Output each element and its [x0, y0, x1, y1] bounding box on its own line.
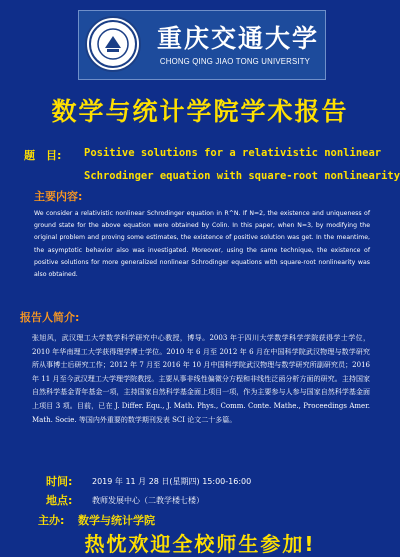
speaker-bio-label: 报告人简介: [20, 311, 80, 324]
topic-label: 题 目: [24, 149, 62, 162]
topic-title-line-1: Positive solutions for a relativistic nonlinear [84, 147, 382, 159]
topic-title-line-2: Schrodinger equation with square-root nonlinearity [84, 170, 400, 182]
welcome-message: 热忱欢迎全校师生参加! [84, 532, 316, 556]
page-title: 数学与统计学院学术报告 [51, 97, 349, 126]
university-name-cn: 重庆交通大学 [157, 24, 320, 53]
university-banner [78, 10, 326, 80]
abstract-label: 主要内容: [34, 190, 83, 203]
university-seal-icon [85, 16, 141, 72]
place-label: 地点: [46, 494, 73, 507]
abstract-text: We consider a relativistic nonlinear Schrodinger equation in R^N. If N=2, the existence and uniqueness of ground state for the above equation were obtained by Colin. In this paper, when N=3, by modifying the original problem and proving some estimates, the existence of positive solution was get. In the meantime, the asymptotic behavior also was investigated. Moreover, using the same technique, the existence of positive solutions for more generalized nonlinear Schrodinger equations with square-root nonlinearity was also obtained. [34, 210, 370, 279]
speaker-bio-text: 张旭风，武汉理工大学数学科学研究中心教授，博导。2003 年于四川大学数学科学学院获得学士学位，2010 年华南理工大学获得理学博士学位。2010 年 6 月至 2012 年 6 月在中国科学院武汉物理与数学研究所从事博士后研究工作；2012 年 7 月至 2016 年 10 月中国科学院武汉物理与数学研究所副研究员；2016 年 11 月至今武汉理工大学理学院教授。主要从事非线性偏微分方程和非线性泛函分析方面的研究。主持国家自然科学基金青年基金一项，主持国家自然科学基金面上项目一项，作为主要参与人参与国家自然科学基金面上项目 3 项。目前，已在 J. Differ. Equ., J. Math. Phys., Comm. Conte. Mathe., Proceedings Amer. Math. Socie. 等国内外重要的数学期刊发表 SCI 论文二十多篇。 [32, 334, 370, 424]
time-value: 2019 年 11 月 28 日(星期四) 15:00-16:00 [92, 477, 252, 486]
university-name-en: CHONG QING JIAO TONG UNIVERSITY [159, 57, 311, 66]
host-label: 主办: [38, 514, 65, 527]
time-label: 时间: [46, 475, 73, 488]
place-value: 教师发展中心（二教学楼七楼） [92, 496, 204, 505]
host-value: 数学与统计学院 [78, 514, 155, 527]
